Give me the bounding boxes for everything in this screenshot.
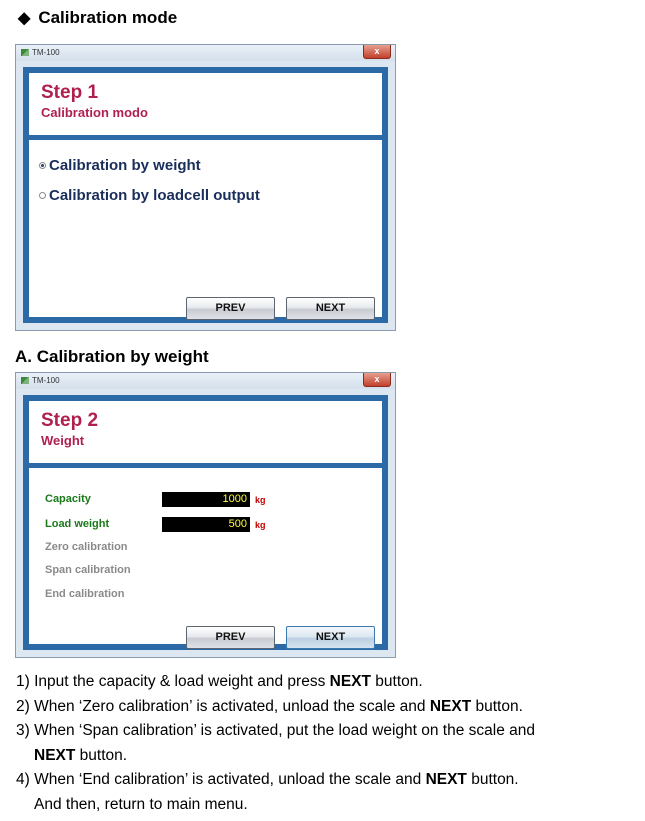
instruction-bold: NEXT <box>34 746 76 764</box>
radio-unselected-icon[interactable] <box>39 192 46 199</box>
instruction-text: 4) When ‘End calibration’ is activated, unload the scale and <box>16 771 426 788</box>
zero-calibration-label: Zero calibration <box>45 541 128 553</box>
section-heading-calibration-mode <box>18 8 177 28</box>
window-title: TM-100 <box>32 376 60 385</box>
window-titlebar <box>16 373 395 389</box>
window-titlebar <box>16 45 395 61</box>
capacity-input[interactable]: 1000 <box>162 492 250 507</box>
weight-calibration-window <box>15 372 396 658</box>
step-title: Step 1 <box>41 82 99 103</box>
capacity-label: Capacity <box>45 493 91 505</box>
option-label: Calibration by weight <box>49 157 201 174</box>
load-weight-input[interactable]: 500 <box>162 517 250 532</box>
window-content <box>23 67 388 323</box>
instruction-text: button. <box>466 771 519 788</box>
option-calibration-by-loadcell-output[interactable] <box>39 187 260 204</box>
app-icon <box>21 377 29 384</box>
app-icon <box>21 49 29 56</box>
instruction-line <box>16 695 636 720</box>
load-weight-label: Load weight <box>45 518 110 530</box>
close-button[interactable]: x <box>363 373 391 387</box>
instruction-line <box>16 768 636 793</box>
step-subtitle: Calibration modo <box>41 105 148 120</box>
instructions-list <box>16 670 636 817</box>
load-weight-unit: kg <box>255 520 266 530</box>
instruction-text: button. <box>471 697 523 715</box>
instruction-bold: NEXT <box>329 673 371 690</box>
window-title: TM-100 <box>32 48 60 57</box>
instruction-text: 1) Input the capacity & load weight and press <box>16 673 330 690</box>
instruction-text: And then, return to main menu. <box>34 795 248 813</box>
instruction-text: 3) When ‘Span calibration’ is activated, put the load weight on the scale and <box>16 722 535 739</box>
instruction-text: button. <box>75 746 128 764</box>
instruction-line <box>16 670 636 695</box>
window-content <box>23 395 388 650</box>
capacity-unit: kg <box>255 495 266 505</box>
section-heading-calibration-by-weight: A. Calibration by weight <box>15 347 209 366</box>
option-label: Calibration by loadcell output <box>49 187 260 204</box>
step-subtitle: Weight <box>41 433 85 448</box>
next-button[interactable]: NEXT <box>286 297 375 320</box>
instruction-text: button. <box>370 673 423 690</box>
instruction-line <box>16 719 636 744</box>
radio-selected-icon[interactable] <box>39 162 46 169</box>
end-calibration-label: End calibration <box>45 588 125 600</box>
instruction-text: 2) When ‘Zero calibration’ is activated, unload the scale and <box>16 697 430 715</box>
heading-text: Calibration mode <box>38 8 178 27</box>
prev-button[interactable]: PREV <box>186 626 275 649</box>
step-header <box>29 73 382 140</box>
next-button[interactable]: NEXT <box>286 626 375 649</box>
step-header <box>29 401 382 468</box>
instruction-line <box>16 744 636 769</box>
instruction-bold: NEXT <box>425 771 467 788</box>
instruction-bold: NEXT <box>429 697 472 715</box>
step-title: Step 2 <box>41 410 99 431</box>
prev-button[interactable]: PREV <box>186 297 275 320</box>
calibration-mode-window <box>15 44 396 331</box>
close-button[interactable]: x <box>363 45 391 59</box>
span-calibration-label: Span calibration <box>45 564 131 576</box>
diamond-bullet-icon: ◆ <box>18 10 31 27</box>
instruction-line <box>16 793 636 818</box>
option-calibration-by-weight[interactable] <box>39 157 201 174</box>
